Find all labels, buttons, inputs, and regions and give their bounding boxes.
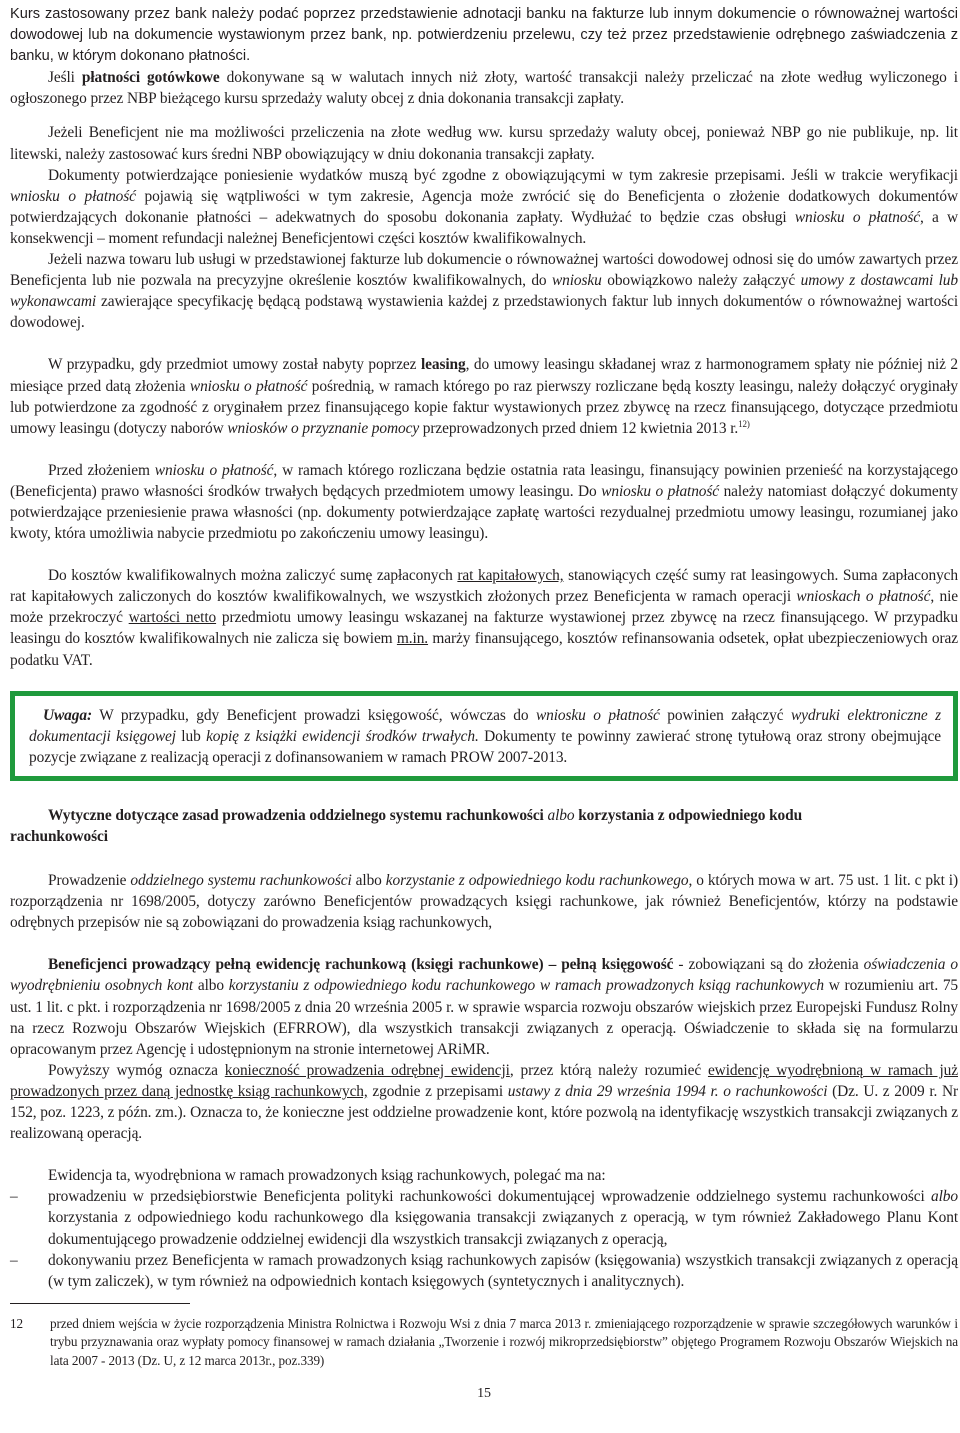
heading-text: Wytyczne dotyczące zasad prowadzenia oddzielnego systemu rachunkowości (48, 806, 548, 824)
cash-payments-paragraph (10, 67, 958, 109)
spacer (10, 847, 958, 870)
text-run: W przypadku, gdy Beneficjent prowadzi księgowość, wówczas do (92, 706, 536, 724)
dash-bullet: – (10, 1188, 18, 1206)
requirement-paragraph (10, 1060, 958, 1144)
footnote-divider (10, 1303, 190, 1304)
text-run: przeprowadzonych przed dniem 12 kwietnia 2013 r. (419, 419, 739, 437)
full-accounting-paragraph (10, 954, 958, 1059)
italic-term: wniosku o płatność (154, 461, 274, 479)
italic-term: albo (931, 1188, 958, 1206)
footnote-number: 12 (10, 1315, 23, 1331)
text-run: albo (193, 977, 229, 995)
text-run: Jeżeli nazwa towaru lub usługi w przedstawionej fakturze lub dokumencie o równoważnej wartości dowodowej odnosi się do umów zawartych przez Beneficjenta lub nie pozwala na precyzyjne określenie kosztów kwalifikowalnych, do (10, 251, 958, 290)
text-run: W przypadku, gdy przedmiot umowy został nabyty poprzez (48, 356, 421, 374)
text-run: pojawią się wątpliwości w tym zakresie, Agencja może zwrócić się do Beneficjenta o złożenie dodatkowych dokumentów potwierdzających dokonanie płatności – adekwatnych do sposobu dokonania zapłaty. Wydłużać to będzie czas obsługi (10, 187, 958, 226)
text-run: dokonywaniu przez Beneficjenta w ramach prowadzonych ksiąg rachunkowych zapisów (księgowania) wszystkich transakcji związanych z operacją (w tym zaliczek), w tym również na odpowiednich kontach księgowych (syntetycznych i analitycznych). (48, 1251, 958, 1290)
italic-term: wniosku o płatność (10, 187, 136, 205)
lithuanian-litas-paragraph: Jeżeli Beneficjent nie ma możliwości przeliczenia na złote według ww. kursu sprzedaży waluty obcej, ponieważ NBP go nie publikuje, np. lit litewski, należy zastosować kurs średni NBP obowiązujący w dniu dokonania transakcji zapłaty. (10, 124, 958, 163)
bank-rate-paragraph: Kurs zastosowany przez bank należy podać poprzez przedstawienie adnotacji banku na fakturze lub innym dokumencie o równoważnej wartości dowodowej lub na dokumencie wystawionym przez bank, np. potwierdzeniu przelewu, czy też przez przedstawienie odrębnego zaświadczenia z banku, w którym dokonano płatności. (10, 6, 958, 65)
heading-text: korzystania z odpowiedniego kodu (574, 806, 803, 824)
text-run: - zobowiązani są do złożenia (673, 956, 864, 974)
spacer (10, 439, 958, 460)
italic-term: korzystaniu z odpowiedniego kodu rachunkowego w ramach prowadzonych ksiąg rachunkowych (228, 977, 825, 995)
italic-term: korzystanie z odpowiedniego kodu rachunkowego (385, 872, 689, 890)
text-run: powinien załączyć (659, 706, 791, 724)
text-run: Dokumenty potwierdzające poniesienie wydatków muszą być zgodne z obowiązującymi w tym zakresie przepisami. Jeśli w trakcie weryfikacji (48, 166, 958, 184)
section-heading-continued: rachunkowości (10, 828, 108, 845)
list-item-text (48, 1250, 958, 1292)
accounting-system-paragraph (10, 870, 958, 933)
italic-term: wniosku o płatność (601, 482, 720, 500)
text-run: dokonywane są w walutach innych niż złoty, wartość transakcji należy przeliczać na złote według wyliczonego i ogłoszonego przez NBP bieżącego kursu sprzedaży waluty obcej z dnia dokonania transakcji zapłaty. (10, 69, 958, 108)
spacer (10, 1144, 958, 1165)
text-run: przedmiotu umowy leasingu wskazanej na fakturze wystawionej przez zbywcę na rzecz finansującego. W przypadku leasingu do kosztów kwalifikowalnych nie zalicza się bowiem (10, 609, 958, 648)
text-run: Dokumenty te powinny zawierać stronę tytułową oraz strony obejmujące pozycje związane z realizacją operacji z dofinansowaniem w ramach PROW 2007-2013. (29, 727, 941, 766)
spacer (10, 544, 958, 565)
leasing-paragraph (10, 354, 958, 438)
spacer (10, 933, 958, 954)
dash-bullet: – (10, 1251, 18, 1269)
spacer (10, 109, 958, 122)
italic-term: ustawy z dnia 29 września 1994 r. o rachunkowości (507, 1082, 828, 1100)
italic-term: wniosku o płatność (794, 208, 921, 226)
full-accounting-bold: Beneficjenci prowadzący pełną ewidencję rachunkową (księgi rachunkowe) – pełną księgowość (48, 956, 674, 974)
text-run: , w ramach którego rozliczana będzie ostatnia rata leasingu, finansujący powinien przenieść na korzystającego (Beneficjenta) prawo własności środków trwałych będących przedmiotem umowy leasingu. Do (10, 461, 958, 500)
italic-term: umowy z dostawcami lub wykonawcami (10, 272, 959, 311)
spacer (10, 333, 958, 354)
text-run: Jeśli (48, 69, 82, 87)
italic-term: wniosków o przyznanie pomocy (227, 419, 420, 437)
spacer (10, 781, 958, 805)
evidence-intro: Ewidencja ta, wyodrębniona w ramach prowadzonych ksiąg rachunkowych, polegać ma na: (48, 1167, 606, 1185)
goods-name-paragraph (10, 249, 958, 333)
list-item (10, 1250, 958, 1292)
italic-term: wniosku (552, 272, 602, 290)
text-run: Do kosztów kwalifikowalnych można zaliczyć sumę zapłaconych (48, 567, 458, 585)
text-run: Powyższy wymóg oznacza (48, 1061, 225, 1079)
text-run: obowiązkowo należy załączyć (601, 272, 801, 290)
italic-term: wniosku o płatność (535, 706, 660, 724)
text-run: zgodnie z przepisami (367, 1082, 508, 1100)
text-run: zawierające specyfikację będącą podstawą wystawienia każdej z przedstawionych faktur lub innych dokumentów o równoważnej wartości dowodowej. (10, 293, 958, 332)
text-run: należy natomiast dołączyć dokumenty potwierdzające przeniesienie prawa własności (np. dokumenty potwierdzające zapłatę wartości rezydualnej przedmiotu umowy leasingu, rozumianej jako kwoty, która umożliwia nabycie przedmiotu po zakończeniu umowy leasingu). (10, 482, 958, 543)
italic-term: wnioskach o płatność (796, 588, 931, 606)
footnote (10, 1315, 958, 1370)
text-run: marży finansującego, kosztów refinansowania odsetek, opłat ubezpieczeniowych oraz podatku VAT. (10, 630, 958, 669)
eligible-costs-paragraph (10, 565, 958, 670)
text-run: pośrednią, w ramach którego po raz pierwszy rozliczane będą koszty leasingu, należy dołączyć oryginały lub potwierdzone za zgodność z oryginałem przez finansującego kopie faktur wystawionych przez zbywcę na rzecz finansującego, dotyczące przedmiotu umowy leasingu (dotyczy naborów (10, 377, 958, 437)
italic-term: wydruki elektroniczne z dokumentacji księgowej (29, 706, 941, 745)
text-run: Przed złożeniem (48, 461, 155, 479)
ownership-transfer-paragraph (10, 460, 958, 544)
underlined-term: ewidencję wyodrębnioną w ramach już prowadzonych przez daną jednostkę ksiąg rachunkowych, (10, 1061, 958, 1100)
text-run: (Dz. U. z 2009 r. Nr 152, poz. 1223, z późn. zm.). Oznacza to, że konieczne jest oddzielne prowadzenie kont, które pozwolą na identyfikację wszystkich transakcji związanych z realizowaną operacją. (10, 1082, 959, 1143)
note-text (29, 705, 941, 768)
footnote-reference[interactable]: 12) (738, 418, 750, 429)
note-label: Uwaga: (43, 706, 92, 724)
underlined-term: m.in. (396, 630, 429, 648)
italic-term: kopię z książki ewidencji środków trwałych. (206, 727, 479, 745)
cash-payments-bold: płatności gotówkowe (81, 69, 220, 87)
footnote-text: przed dniem wejścia w życie rozporządzenia Ministra Rolnictwa i Rozwoju Wsi z dnia 7 marca 2013 r. zmieniającego rozporządzenie w sprawie szczegółowych warunków i trybu przyznawania oraz wypłaty pomocy finansowej w ramach działania „Tworzenie i rozwój mikroprzedsiębiorstw” objętego Programem Rozwoju Obszarów Wiejskich na lata 2007 - 2013 (Dz. U, z 12 marca 2013r., poz.339) (50, 1315, 958, 1368)
text-run: lub (175, 727, 207, 745)
text-run: , a w konsekwencji – moment refundacji należnej Beneficjentowi części kosztów kwalifikowalnych. (10, 208, 958, 247)
underlined-term: rat kapitałowych, (457, 567, 564, 585)
text-run: , do umowy leasingu składanej wraz z harmonogramem spłaty nie później niż 2 miesiące przed datą złożenia (10, 356, 958, 395)
note-box (10, 691, 958, 781)
underlined-term: wartości netto (128, 609, 217, 627)
text-run: albo (351, 872, 386, 890)
document-page (10, 4, 958, 1404)
supporting-documents-paragraph (10, 165, 958, 249)
text-run: , o których mowa w art. 75 ust. 1 lit. c pkt i) rozporządzenia nr 1698/2005, dotyczy zarówno Beneficjentów prowadzących księgi rachunkowe, jak również Beneficjentów, którzy na podstawie odrębnych przepisów nie są zobowiązani do prowadzenia ksiąg rachunkowych, (10, 872, 959, 932)
text-run: w rozumieniu art. 75 ust. 1 lit. c pkt. i rozporządzenia nr 1698/2005 z dnia 20 września 2005 r. w sprawie wsparcia rozwoju obszarów wiejskich przez Europejski Fundusz Rolny na rzecz Rozwoju Obszarów Wiejskich (EFRROW), dla wszystkich transakcji związanych z operacją. Oświadczenie to składa się na formularzu opracowanym przez Agencję i udostępnionym na stronie internetowej ARiMR. (10, 977, 959, 1058)
leasing-bold: leasing (420, 356, 466, 374)
italic-term: oddzielnego systemu rachunkowości (130, 872, 352, 890)
underlined-term: konieczność prowadzenia odrębnej ewidencji (224, 1061, 510, 1079)
list-item (10, 1186, 958, 1249)
italic-term: oświadczenia o wyodrębnieniu osobnych kont (10, 956, 958, 995)
italic-term: wniosku o płatność (189, 377, 308, 395)
heading-italic: albo (547, 806, 575, 824)
text-run: Prowadzenie (48, 872, 131, 890)
section-heading (48, 805, 958, 826)
text-run: stanowiących część sumy rat leasingowych. Suma zapłaconych rat kapitałowych zaliczonych do kosztów kwalifikowalnych, we wszystkich złożonych przez Beneficjenta w ramach operacji (10, 567, 958, 606)
text-run: , nie może przekroczyć (10, 588, 958, 627)
list-item-text (48, 1186, 958, 1249)
text-run: korzystania z odpowiedniego kodu rachunkowego dla księgowania transakcji związanych z operacją, w tym również Zakładowego Planu Kont dokumentującego prowadzenie oddzielnej ewidencji dla wszystkich transakcji związanych z operacją, (48, 1209, 958, 1248)
text-run: prowadzeniu w przedsiębiorstwie Beneficjenta polityki rachunkowości dokumentującej wprowadzenie oddzielnego systemu rachunkowości (48, 1188, 932, 1206)
text-run: , przez którą należy rozumieć (509, 1061, 708, 1079)
page-number: 15 (477, 1386, 491, 1401)
